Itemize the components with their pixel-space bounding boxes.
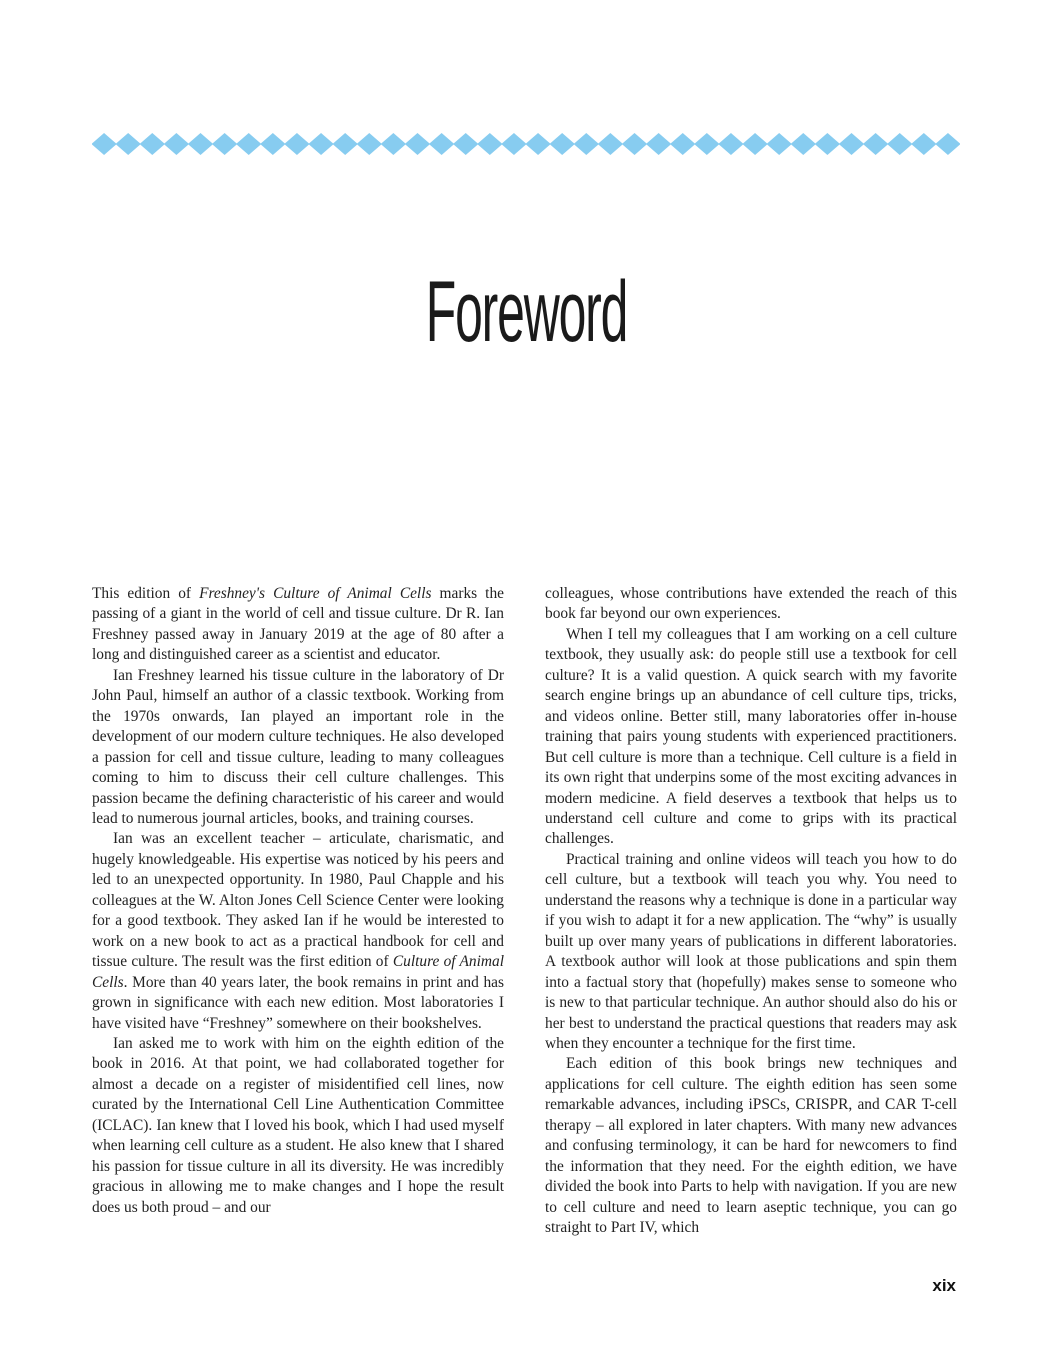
page-number: xix: [932, 1276, 956, 1295]
paragraph: Ian was an excellent teacher – articulate, charismatic, and hugely knowledgeable. His expertise was noticed by his peers and led to an unexpected opportunity. In 1980, Paul Chapple and his colleagues at the W. Alton Jones Cell Science Center were looking for a good textbook. They asked Ian if he would be interested to work on a new book to act as a practical handbook for cell and tissue culture. The result was the first edition of Culture of Animal Cells. More than 40 years later, the book remains in print and has grown in significance with each new edition. Most laboratories I have visited have “Freshney” somewhere on their bookshelves.: [92, 830, 504, 1032]
paragraph: Ian asked me to work with him on the eighth edition of the book in 2016. At that point, we had collaborated together for almost a decade on a register of misidentified cell lines, now curated by the International Cell Line Authentication Committee (ICLAC). Ian knew that I loved his book, which I had used myself when learning cell culture as a student. He also knew that I shared his passion for tissue culture in all its diversity. He was incredibly gracious in allowing me to make changes and I hope the result does us both proud – and our: [92, 1034, 504, 1216]
ornament-diamond: [935, 133, 960, 155]
chapter-title: Foreword: [425, 264, 628, 360]
ornament-diamond: [742, 133, 767, 155]
ornament-diamond: [284, 133, 309, 155]
ornament-diamond: [429, 133, 454, 155]
ornament-diamond: [405, 133, 430, 155]
ornament-diamond: [92, 133, 117, 155]
ornament-diamond: [260, 133, 285, 155]
ornament-diamond: [116, 133, 141, 155]
ornament-diamond: [477, 133, 502, 155]
ornament-diamond: [887, 133, 912, 155]
ornament-diamond: [236, 133, 261, 155]
ornament-diamond: [791, 133, 816, 155]
ornament-diamond: [622, 133, 647, 155]
left-column: [92, 584, 504, 1218]
ornament-diamond: [646, 133, 671, 155]
ornament-diamond: [308, 133, 333, 155]
ornament-diamond: [863, 133, 888, 155]
ornament-diamond: [525, 133, 550, 155]
ornament-diamond: [453, 133, 478, 155]
ornament-diamond: [574, 133, 599, 155]
ornament-diamond: [839, 133, 864, 155]
ornament-diamond: [164, 133, 189, 155]
paragraph: Each edition of this book brings new techniques and applications for cell culture. The eighth edition has seen some remarkable advances, including iPSCs, CRISPR, and CAR T-cell therapy – all explored in later chapters. With many new advances and confusing terminology, it can be hard for newcomers to find the information that they need. For the eighth edition, we have divided the book into Parts to help with navigation. If you are new to cell culture and need to learn aseptic technique, you can go straight to Part IV, which: [545, 1055, 957, 1237]
ornament-diamond: [694, 133, 719, 155]
ornament-diamond: [911, 133, 936, 155]
ornament-diamond: [212, 133, 237, 155]
ornament-diamond: [767, 133, 792, 155]
ornament-diamond: [670, 133, 695, 155]
ornament-diamond: [501, 133, 526, 155]
ornament-diamond: [550, 133, 575, 155]
ornament-diamond: [140, 133, 165, 155]
ornament-diamond: [188, 133, 213, 155]
paragraph: colleagues, whose contributions have extended the reach of this book far beyond our own experiences.: [545, 585, 957, 623]
ornament-diamond: [381, 133, 406, 155]
paragraph: This edition of Freshney's Culture of Animal Cells marks the passing of a giant in the world of cell and tissue culture. Dr R. Ian Freshney passed away in January 2019 at the age of 80 after a long and distinguished career as a scientist and educator.: [92, 585, 504, 664]
ornament-diamond: [598, 133, 623, 155]
ornament-diamond: [357, 133, 382, 155]
right-column: [545, 584, 957, 1239]
ornament-diamond: [815, 133, 840, 155]
paragraph: Ian Freshney learned his tissue culture in the laboratory of Dr John Paul, himself an author of a classic textbook. Working from the 1970s onwards, Ian played an important role in the development of our modern culture techniques. He also developed a passion for cell and tissue culture, leading to many colleagues coming to him to discuss their cell culture challenges. This passion became the defining characteristic of his career and would lead to numerous journal articles, books, and training courses.: [92, 666, 504, 827]
paragraph: When I tell my colleagues that I am working on a cell culture textbook, they usually ask: do people still use a textbook for cell culture? It is a valid question. A quick search with my favorite search engine brings up an abundance of cell culture tips, tricks, and videos online. Better still, many laboratories offer in-house training that pairs young students with experienced practitioners. But cell culture is more than a technique. Cell culture is a field in its own right that underpins some of the most exciting advances in modern medicine. A field deserves a textbook that helps us to understand cell culture and come to grips with its practical challenges.: [545, 625, 957, 848]
paragraph: Practical training and online videos will teach you how to do cell culture, but a textbook will teach you why. You need to understand the reasons why a technique is done in a particular way if you wish to adapt it for a new application. The “why” is usually built up over many years of publications in different laboratories. A textbook author will look at those publications and spin them into a factual story that (hopefully) makes sense to someone who is new to that particular technique. An author should also do his or her best to understand the practical questions that readers may ask when they encounter a technique for the first time.: [545, 850, 957, 1052]
ornament-diamond: [718, 133, 743, 155]
diamond-ornament-rule: [92, 133, 960, 155]
ornament-diamond: [333, 133, 358, 155]
